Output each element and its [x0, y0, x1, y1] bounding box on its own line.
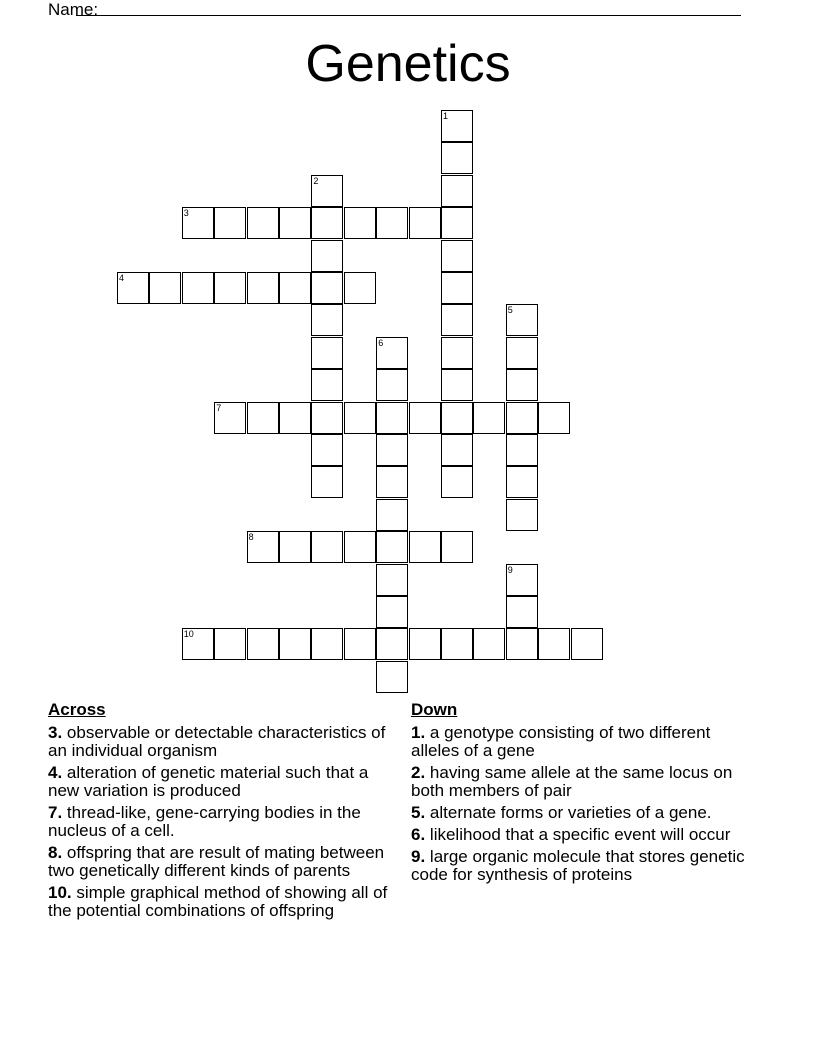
clue-text: having same allele at the same locus on both members of pair	[411, 763, 733, 800]
crossword-cell[interactable]	[376, 434, 408, 466]
crossword-cell[interactable]	[311, 466, 343, 498]
crossword-cell[interactable]	[506, 402, 538, 434]
clue-number: 7.	[48, 803, 63, 822]
crossword-cell[interactable]	[311, 369, 343, 401]
clue-text: large organic molecule that stores genetic code for synthesis of proteins	[411, 847, 745, 884]
crossword-cell[interactable]	[376, 628, 408, 660]
crossword-cell[interactable]	[311, 272, 343, 304]
crossword-cell[interactable]	[311, 628, 343, 660]
crossword-cell[interactable]	[441, 272, 473, 304]
name-label: Name:	[48, 0, 99, 19]
crossword-cell[interactable]	[409, 402, 441, 434]
crossword-cell[interactable]	[506, 564, 538, 596]
clue-down-5	[411, 804, 751, 822]
cell-number: 7	[216, 402, 222, 413]
crossword-cell[interactable]	[376, 207, 408, 239]
crossword-cell[interactable]	[311, 175, 343, 207]
crossword-cell[interactable]	[376, 402, 408, 434]
clue-number: 9.	[411, 847, 426, 866]
crossword-cell[interactable]	[506, 499, 538, 531]
clue-number: 2.	[411, 763, 426, 782]
clue-down-2	[411, 764, 751, 800]
clue-text: likelihood that a specific event will occur	[429, 825, 731, 844]
clue-down-6	[411, 826, 751, 844]
crossword-cell[interactable]	[247, 272, 279, 304]
crossword-cell[interactable]	[247, 207, 279, 239]
crossword-cell[interactable]	[247, 402, 279, 434]
crossword-cell[interactable]	[279, 207, 311, 239]
crossword-cell[interactable]	[279, 272, 311, 304]
clue-text: alternate forms or varieties of a gene.	[429, 803, 712, 822]
crossword-cell[interactable]	[441, 240, 473, 272]
crossword-cell[interactable]	[311, 240, 343, 272]
cell-number: 5	[507, 305, 513, 316]
down-heading: Down	[411, 700, 458, 719]
cell-number: 3	[183, 208, 189, 219]
clue-number: 6.	[411, 825, 426, 844]
clue-down-9	[411, 848, 751, 884]
crossword-cell[interactable]	[376, 337, 408, 369]
down-clues	[411, 700, 751, 888]
crossword-cell[interactable]	[473, 402, 505, 434]
clue-across-3	[48, 724, 398, 760]
crossword-cell[interactable]	[441, 531, 473, 563]
crossword-cell[interactable]	[376, 531, 408, 563]
clue-number: 5.	[411, 803, 426, 822]
cell-number: 8	[248, 532, 254, 543]
crossword-cell[interactable]	[311, 402, 343, 434]
crossword-cell[interactable]	[214, 207, 246, 239]
crossword-cell[interactable]	[441, 337, 473, 369]
crossword-cell[interactable]	[409, 207, 441, 239]
cell-number: 1	[443, 111, 449, 121]
cell-number: 2	[313, 175, 319, 186]
crossword-cell[interactable]	[571, 628, 603, 660]
crossword-cell[interactable]	[376, 661, 408, 693]
crossword-cell[interactable]	[279, 531, 311, 563]
across-heading: Across	[48, 700, 106, 719]
crossword-cell[interactable]	[441, 628, 473, 660]
clue-number: 10.	[48, 883, 72, 902]
crossword-cell[interactable]	[441, 207, 473, 239]
crossword-cell[interactable]	[311, 304, 343, 336]
crossword-cell[interactable]	[247, 531, 279, 563]
crossword-cell[interactable]	[441, 142, 473, 174]
cell-number: 6	[378, 337, 384, 348]
clue-number: 1.	[411, 723, 426, 742]
crossword-cell[interactable]	[279, 628, 311, 660]
crossword-cell[interactable]	[214, 272, 246, 304]
crossword-cell[interactable]	[311, 337, 343, 369]
crossword-cell[interactable]	[506, 434, 538, 466]
crossword-cell[interactable]	[311, 531, 343, 563]
crossword-cell[interactable]	[214, 402, 246, 434]
crossword-cell[interactable]	[247, 628, 279, 660]
crossword-cell[interactable]	[117, 272, 149, 304]
crossword-cell[interactable]	[182, 628, 214, 660]
clue-down-1	[411, 724, 751, 760]
crossword-cell[interactable]	[344, 402, 376, 434]
cell-number: 4	[119, 273, 125, 283]
cell-number: 9	[507, 564, 513, 575]
crossword-cell[interactable]	[506, 628, 538, 660]
crossword-cell[interactable]	[376, 499, 408, 531]
crossword-cell[interactable]	[279, 402, 311, 434]
clue-number: 8.	[48, 843, 63, 862]
crossword-cell[interactable]	[441, 466, 473, 498]
crossword-cell[interactable]	[538, 402, 570, 434]
crossword-cell[interactable]	[441, 304, 473, 336]
crossword-cell[interactable]	[473, 628, 505, 660]
crossword-cell[interactable]	[376, 369, 408, 401]
clue-across-8	[48, 844, 398, 880]
crossword-cell[interactable]	[344, 272, 376, 304]
clue-number: 3.	[48, 723, 63, 742]
clue-text: simple graphical method of showing all of the potential combinations of offspring	[48, 883, 388, 920]
clue-text: a genotype consisting of two different alleles of a gene	[411, 723, 711, 760]
crossword-cell[interactable]	[344, 628, 376, 660]
crossword-cell[interactable]	[506, 466, 538, 498]
crossword-cell[interactable]	[344, 207, 376, 239]
clue-text: alteration of genetic material such that a new variation is produced	[48, 763, 369, 800]
across-clues	[48, 700, 398, 924]
crossword-cell[interactable]	[441, 402, 473, 434]
crossword-cell[interactable]	[182, 207, 214, 239]
crossword-cell[interactable]	[506, 369, 538, 401]
crossword-cell[interactable]	[409, 628, 441, 660]
clue-across-10	[48, 884, 398, 920]
crossword-cell[interactable]	[506, 596, 538, 628]
crossword-cell[interactable]	[441, 369, 473, 401]
crossword-cell[interactable]	[311, 207, 343, 239]
clue-text: thread-like, gene-carrying bodies in the nucleus of a cell.	[48, 803, 361, 840]
crossword-cell[interactable]	[376, 564, 408, 596]
clue-across-7	[48, 804, 398, 840]
crossword-cell[interactable]	[409, 531, 441, 563]
crossword-cell[interactable]	[441, 110, 473, 142]
crossword-cell[interactable]	[376, 596, 408, 628]
crossword-cell[interactable]	[538, 628, 570, 660]
crossword-cell[interactable]	[344, 531, 376, 563]
crossword-cell[interactable]	[214, 628, 246, 660]
crossword-cell[interactable]	[149, 272, 181, 304]
clue-number: 4.	[48, 763, 63, 782]
clue-text: observable or detectable characteristics of an individual organism	[48, 723, 386, 760]
page-title: Genetics	[305, 35, 511, 93]
crossword-cell[interactable]	[441, 175, 473, 207]
clue-across-4	[48, 764, 398, 800]
crossword-cell[interactable]	[376, 466, 408, 498]
crossword-cell[interactable]	[182, 272, 214, 304]
crossword-cell[interactable]	[506, 337, 538, 369]
crossword-cell[interactable]	[506, 304, 538, 336]
cell-number: 10	[183, 629, 194, 640]
clue-text: offspring that are result of mating between two genetically different kinds of parents	[48, 843, 385, 880]
crossword-cell[interactable]	[311, 434, 343, 466]
crossword-cell[interactable]	[441, 434, 473, 466]
